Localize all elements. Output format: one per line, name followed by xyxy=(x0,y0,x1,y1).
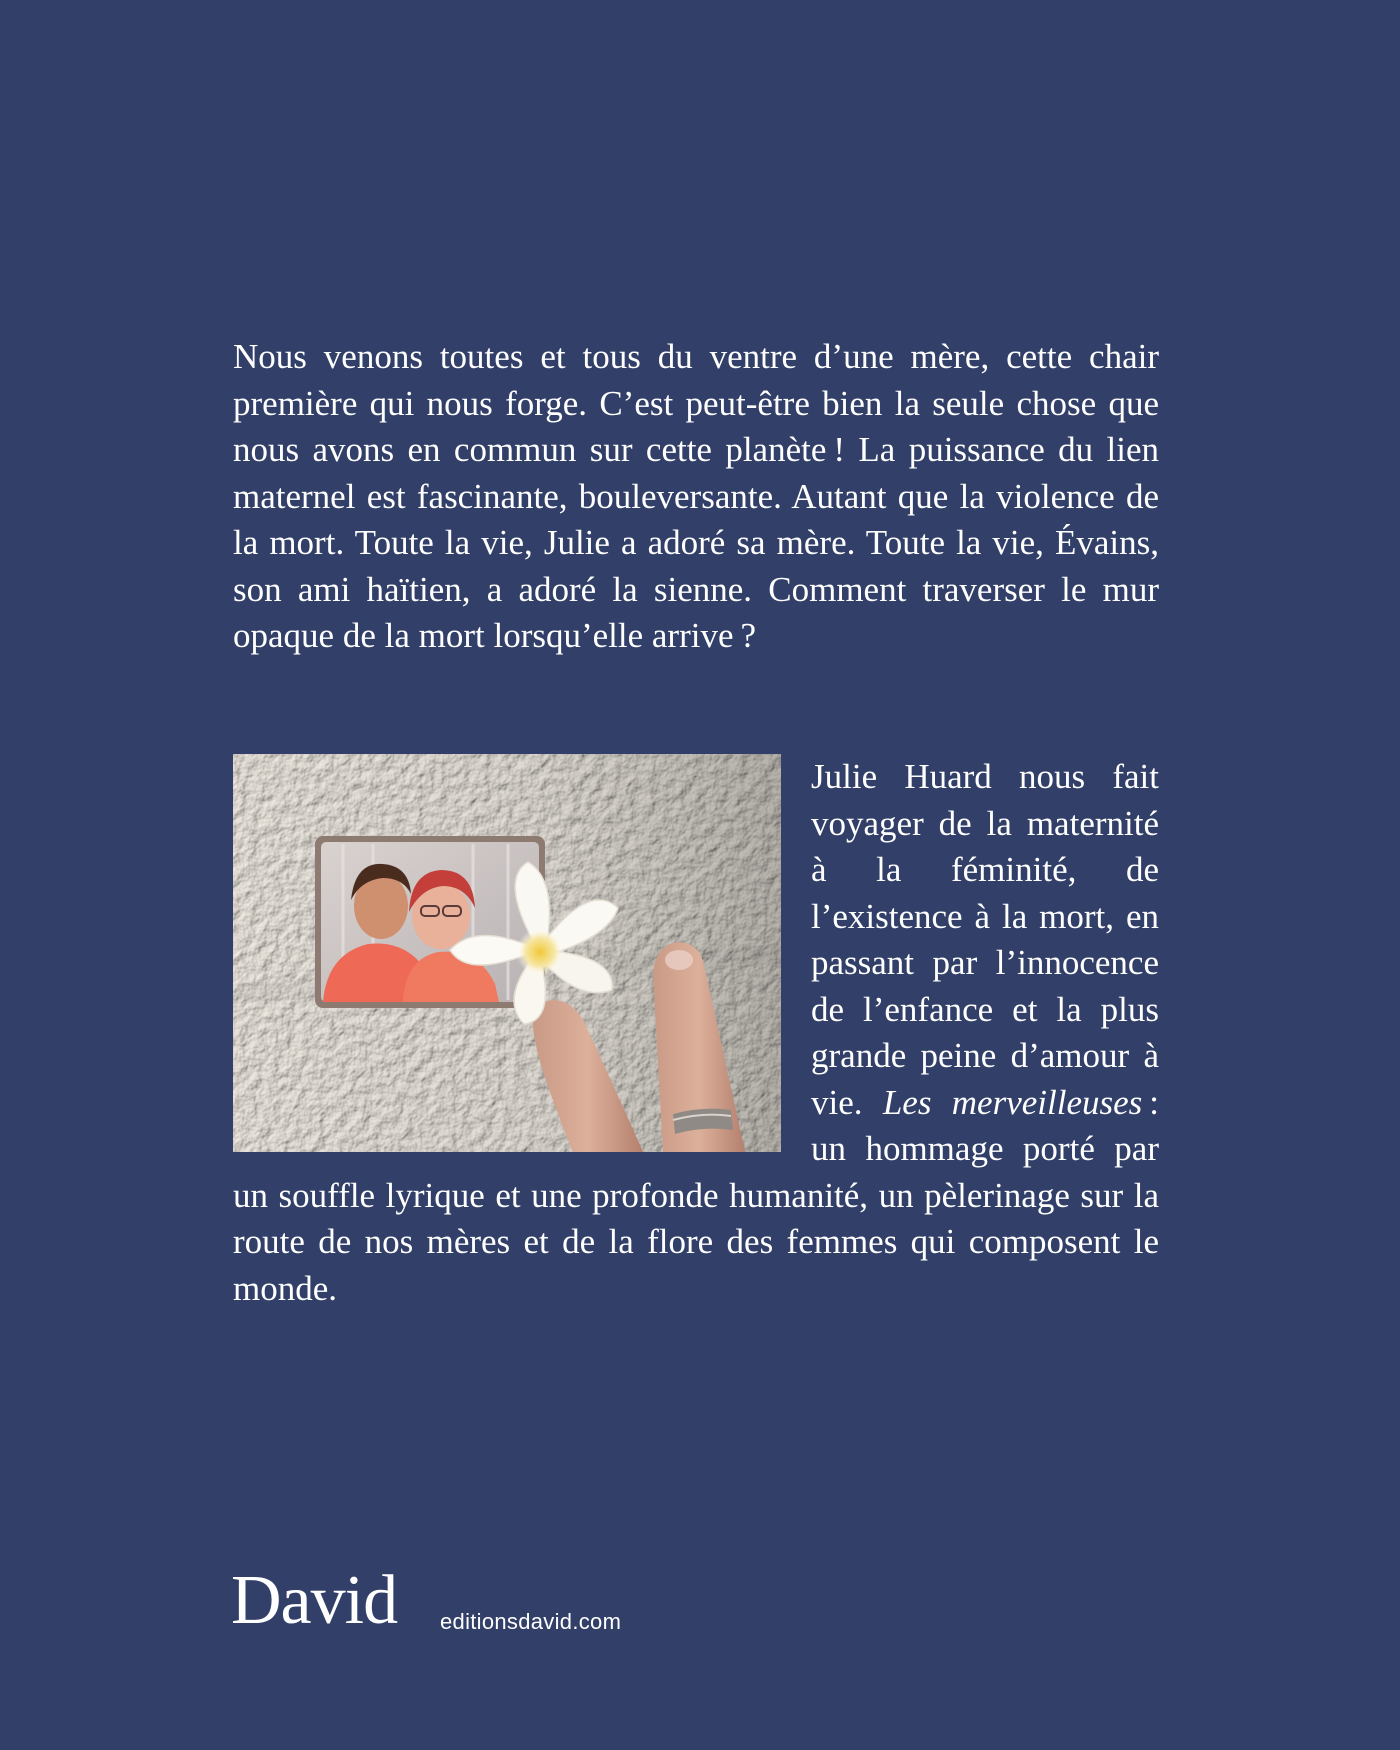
cover-photo xyxy=(233,754,781,1152)
blurb-paragraph-1: Nous venons toutes et tous du ventre d’une mère, cette chair première qui nous forge. C’est peut-être bien la seule chose que nous avons en commun sur cette planète ! La puissance du lien maternel est fascinante, bouleversante. Autant que la violence de la mort. Toute la vie, Julie a adoré sa mère. Toute la vie, Évains, son ami haïtien, a adoré la sienne. Comment traverser le mur opaque de la mort lorsqu’elle arrive ? xyxy=(233,337,1159,655)
publisher-logo: David xyxy=(231,1562,398,1639)
book-title: Les merveilleuses xyxy=(882,1082,1143,1122)
framed-photo xyxy=(315,836,545,1008)
blurb-paragraph-2-rest: : un hommage porté par un souffle lyrique et une profonde humanité, un pèlerinage sur la route de nos mères et de la flore des femmes qui composent le monde. xyxy=(233,1082,1160,1308)
blurb-paragraph-2-intro: Julie Huard nous fait voyager de la maternité à la féminité, de l’existence à la mort, en passant par l’innocence de l’enfance et la plus grande peine d’amour à vie. xyxy=(811,757,1159,1122)
blurb-paragraph-2 xyxy=(233,754,1159,1312)
publisher-website[interactable]: editionsdavid.com xyxy=(440,1609,622,1634)
